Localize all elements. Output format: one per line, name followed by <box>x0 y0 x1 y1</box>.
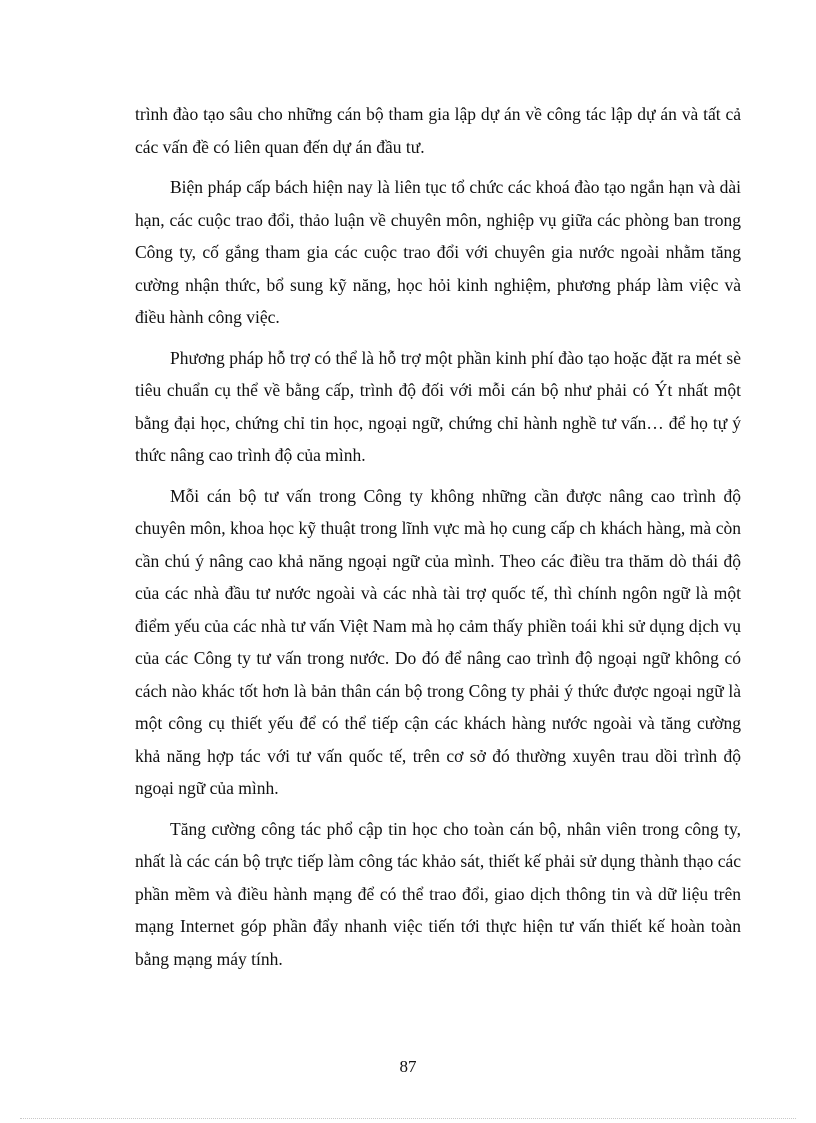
paragraph-4: Mỗi cán bộ tư vấn trong Công ty không những cần được nâng cao trình độ chuyên môn, khoa học kỹ thuật trong lĩnh vực mà họ cung cấp ch khách hàng, mà còn cần chú ý nâng cao khả năng ngoại ngữ của mình. Theo các điều tra thăm dò thái độ của các nhà đầu tư nước ngoài và các nhà tài trợ quốc tế, thì chính ngôn ngữ là một điểm yếu của các nhà tư vấn Việt Nam mà họ cảm thấy phiền toái khi sử dụng dịch vụ của các Công ty tư vấn trong nước. Do đó để nâng cao trình độ ngoại ngữ không có cách nào khác tốt hơn là bản thân cán bộ trong Công ty phải ý thức được ngoại ngữ là một công cụ thiết yếu để có thể tiếp cận các khách hàng nước ngoài và tăng cường khả năng hợp tác với tư vấn quốc tế, trên cơ sở đó thường xuyên trau dồi trình độ ngoại ngữ của mình. <box>135 485 741 798</box>
body-text <box>135 98 741 983</box>
paragraph-2: Biện pháp cấp bách hiện nay là liên tục tổ chức các khoá đào tạo ngắn hạn và dài hạn, các cuộc trao đổi, thảo luận về chuyên môn, nghiệp vụ giữa các phòng ban trong Công ty, cố gắng tham gia các cuộc trao đổi với chuyên gia nước ngoài nhằm tăng cường nhận thức, bổ sung kỹ năng, học hỏi kinh nghiệm, phương pháp làm việc và điều hành công việc. <box>135 177 741 327</box>
page-number: 87 <box>399 1057 417 1076</box>
paragraph-1-continued: trình đào tạo sâu cho những cán bộ tham gia lập dự án về công tác lập dự án và tất cả các vấn đề có liên quan đến dự án đầu tư. <box>135 104 741 157</box>
bottom-divider <box>20 1118 796 1119</box>
paragraph-5: Tăng cường công tác phổ cập tin học cho toàn cán bộ, nhân viên trong công ty, nhất là các cán bộ trực tiếp làm công tác khảo sát, thiết kế phải sử dụng thành thạo các phần mềm và điều hành mạng để có thể trao đổi, giao dịch thông tin và dữ liệu trên mạng Internet góp phần đẩy nhanh việc tiến tới thực hiện tư vấn thiết kế hoàn toàn bằng mạng máy tính. <box>135 818 741 969</box>
paragraph-3: Phương pháp hỗ trợ có thể là hỗ trợ một phần kinh phí đào tạo hoặc đặt ra mét sè tiêu chuẩn cụ thể về bằng cấp, trình độ đối với mỗi cán bộ như phải có Ýt nhất một bằng đại học, chứng chỉ tin học, ngoại ngữ, chứng chỉ hành nghề tư vấn… để họ tự ý thức nâng cao trình độ của mình. <box>135 347 741 465</box>
